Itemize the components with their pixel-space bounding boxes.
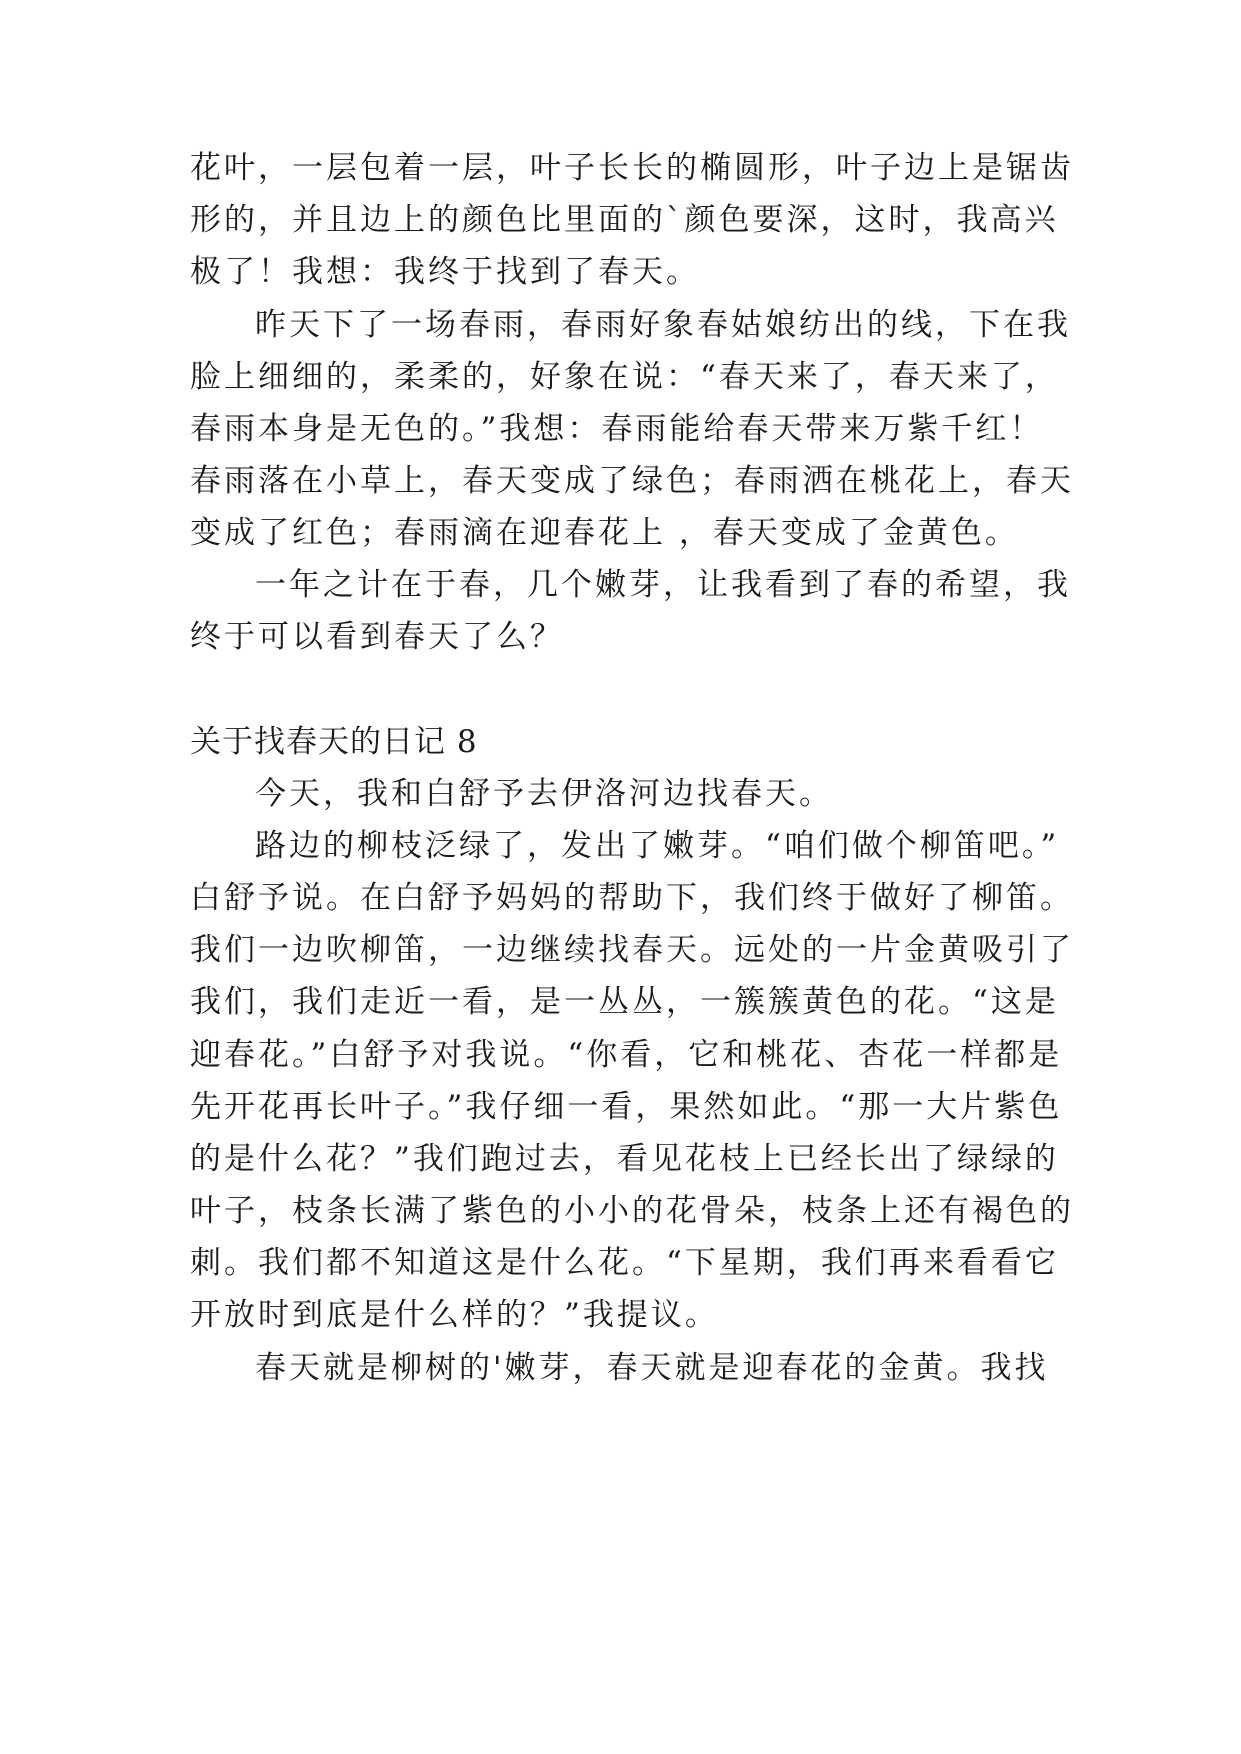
text-line: 叶子，枝条长满了紫色的小小的花骨朵，枝条上还有褐色的 [190,1193,1074,1229]
text-line: 的是什么花？”我们跑过去，看见花枝上已经长出了绿绿的 [190,1141,1059,1177]
text-line: 终于可以看到春天了么？ [190,619,564,655]
text-line: 迎春花。”白舒予对我说。“你看，它和桃花、杏花一样都是 [190,1037,1063,1073]
text-line: 先开花再长叶子。”我仔细一看，果然如此。“那一大片紫色 [190,1089,1063,1125]
text-line: 我们一边吹柳笛，一边继续找春天。远处的一片金黄吸引了 [190,932,1074,968]
text-line: 变成了红色；春雨滴在迎春花上 ，春天变成了金黄色。 [190,515,1019,551]
text-line: 一年之计在于春，几个嫩芽，让我看到了春的希望，我 [255,567,1071,603]
text-line: 今天，我和白舒予去伊洛河边找春天。 [255,776,833,812]
section-title: 关于找春天的日记 8 [190,724,478,760]
text-line: 极了！我想：我终于找到了春天。 [190,254,700,290]
text-line: 春天就是柳树的'嫩芽，春天就是迎春花的金黄。我找 [255,1350,1049,1386]
text-line: 春雨落在小草上，春天变成了绿色；春雨洒在桃花上，春天 [190,463,1074,499]
text-line: 形的，并且边上的颜色比里面的`颜色要深，这时，我高兴 [190,202,1059,238]
document-page [190,0,1074,1754]
text-line: 刺。我们都不知道这是什么花。“下星期，我们再来看看它 [190,1245,1059,1281]
text-line: 春雨本身是无色的。”我想：春雨能给春天带来万紫千红！ [190,411,1044,447]
text-line: 开放时到底是什么样的？”我提议。 [190,1297,719,1333]
text-line: 我们，我们走近一看，是一丛丛，一簇簇黄色的花。“这是 [190,984,1059,1020]
text-line: 昨天下了一场春雨，春雨好象春姑娘纺出的线，下在我 [255,307,1071,343]
text-line: 路边的柳枝泛绿了，发出了嫩芽。“咱们做个柳笛吧。” [255,828,1060,864]
text-line: 白舒予说。在白舒予妈妈的帮助下，我们终于做好了柳笛。 [190,880,1074,916]
text-line: 脸上细细的，柔柔的，好象在说：“春天来了，春天来了， [190,359,1059,395]
text-line: 花叶，一层包着一层，叶子长长的椭圆形，叶子边上是锯齿 [190,150,1074,186]
